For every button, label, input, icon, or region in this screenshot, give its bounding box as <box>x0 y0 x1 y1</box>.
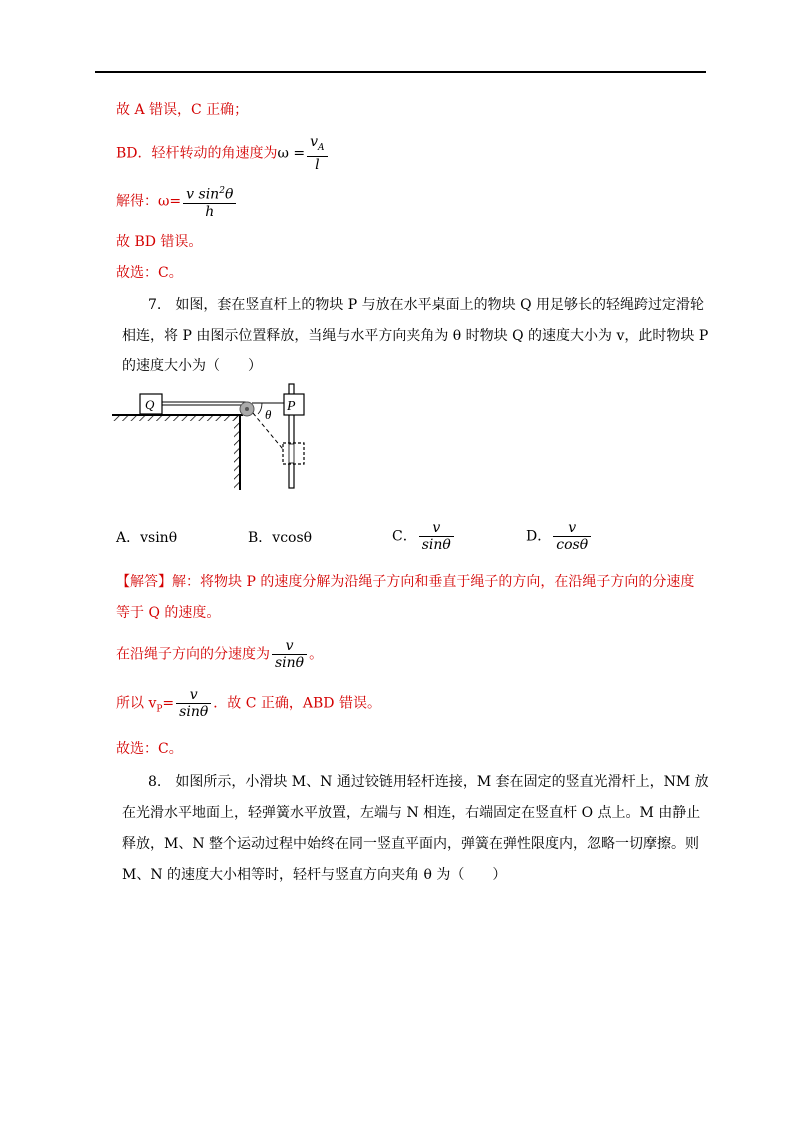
option-c-num: v <box>419 520 454 537</box>
q8-line3: 释放，M、N 整个运动过程中始终在同一竖直平面内，弹簧在弹性限度内，忽略一切摩擦。则 <box>122 836 700 852</box>
answer-l4-prefix: 所以 v <box>116 695 157 712</box>
omega-num-v: v <box>310 134 319 150</box>
q7-stem-line2: 相连，将 P 由图示位置释放，当绳与水平方向夹角为 θ 时物块 Q 的速度大小为 v，此时物块 P <box>122 328 709 344</box>
table-hatch <box>112 416 240 421</box>
solve-prefix: 解得： <box>116 193 158 210</box>
label-p: P <box>287 399 296 414</box>
header-rule <box>95 71 706 73</box>
pulley-axle <box>245 407 249 411</box>
solve-fraction <box>183 183 236 220</box>
q7-answer-line1 <box>116 571 694 591</box>
answer-l3-fraction <box>272 638 307 671</box>
answer-l3-suffix: 。 <box>309 646 324 663</box>
option-c-fraction <box>419 520 454 553</box>
option-d-den: cosθ <box>556 537 589 553</box>
wall-hatch <box>234 416 240 490</box>
q8-line4: M、N 的速度大小相等时，轻杆与竖直方向夹角 θ 为（ ） <box>122 867 507 883</box>
answer-l4-den: sinθ <box>179 704 209 720</box>
theta-arc <box>258 403 262 414</box>
q8-line1: 8. 如图所示，小滑块 M、N 通过铰链用轻杆连接，M 套在固定的竖直光滑杆上，NM 放 <box>148 774 709 790</box>
answer-l4-fraction <box>176 687 211 720</box>
solve-num-sup: 2 <box>219 186 225 196</box>
answer-l4-num: v <box>176 687 211 704</box>
solve-omega: ω= <box>158 193 182 210</box>
solution-line-solve <box>116 183 238 220</box>
option-c-den: sinθ <box>421 537 451 553</box>
option-d-num: v <box>553 520 591 537</box>
solve-num-theta: θ <box>224 186 234 203</box>
answer-l4-sub: P <box>156 704 163 715</box>
q7-answer-line5: 故选：C。 <box>116 741 183 757</box>
answer-l4-eq: = <box>162 695 175 712</box>
option-b: B．vcosθ <box>248 530 313 546</box>
solution-line-a: 故 A 错误，C 正确； <box>116 102 249 118</box>
answer-l3-den: sinθ <box>275 655 305 671</box>
q8-line2: 在光滑水平地面上，轻弹簧水平放置，左端与 N 相连，右端固定在竖直杆 O 点上。M 由静止 <box>122 805 701 821</box>
bd-prefix: BD．轻杆转动的角速度为 <box>116 145 278 162</box>
solution-line-bd-wrong: 故 BD 错误。 <box>116 234 203 250</box>
solution-line-choose: 故选：C。 <box>116 265 183 281</box>
omega-eq: ω = <box>277 145 306 162</box>
q7-answer-line3 <box>116 638 323 671</box>
answer-l1: 解：将物块 P 的速度分解为沿绳子方向和垂直于绳子的方向，在沿绳子方向的分速度 <box>172 574 695 590</box>
q7-figure <box>112 380 322 495</box>
option-c <box>392 520 456 553</box>
answer-tag: 【解答】 <box>116 574 172 590</box>
label-q: Q <box>145 397 155 412</box>
option-c-letter: C． <box>392 528 417 545</box>
label-theta: θ <box>265 407 272 422</box>
solve-num-v: v sin <box>186 186 220 203</box>
omega-fraction <box>307 134 327 173</box>
q7-answer-line2: 等于 Q 的速度。 <box>116 605 221 621</box>
option-d-letter: D． <box>526 528 552 545</box>
omega-num-sub: A <box>318 142 325 153</box>
omega-den: l <box>315 156 320 173</box>
q7-stem-line1: 7. 如图，套在竖直杆上的物块 P 与放在水平桌面上的物块 Q 用足够长的轻绳跨过定滑轮 <box>148 297 705 313</box>
answer-l4-suffix: ．故 C 正确，ABD 错误。 <box>213 695 381 712</box>
answer-l3-prefix: 在沿绳子方向的分速度为 <box>116 646 270 663</box>
solution-line-bd <box>116 134 330 173</box>
q7-answer-line4 <box>116 687 381 720</box>
solve-den: h <box>205 203 215 220</box>
option-d <box>526 520 593 553</box>
option-d-fraction <box>553 520 591 553</box>
q7-stem-line3: 的速度大小为（ ） <box>122 358 262 374</box>
option-a: A．vsinθ <box>116 530 178 546</box>
block-p-dashed <box>283 443 304 464</box>
answer-l3-num: v <box>272 638 307 655</box>
